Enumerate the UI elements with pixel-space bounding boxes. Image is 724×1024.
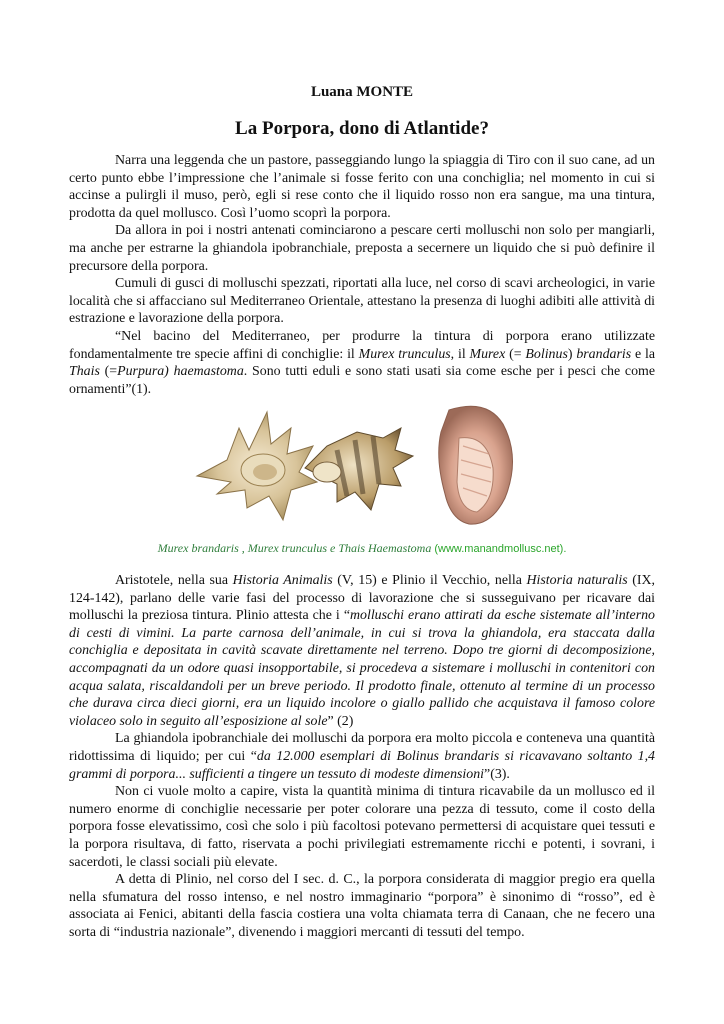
paragraph-7: Non ci vuole molto a capire, vista la quantità minima di tintura ricavabile da un mollusco ed il numero enorme di conchiglie necessarie per poter colorare una pezza di tessuto, come il costo della porpora fosse elevatissimo, così che solo i più facoltosi potevano permettersi di acquistare quei tessuti e la porpora risultava, di fatto, riservata a pochi privilegiati estremamente ricchi e potenti, i sovrani, i sacerdoti, le classi sociali più elevate. bbox=[69, 784, 655, 870]
author-name: Luana MONTE bbox=[310, 84, 414, 100]
paragraph-3: Cumuli di gusci di molluschi spezzati, riportati alla luce, nel corso di scavi archeologici, in varie località che si affacciano sul Mediterraneo Orientale, attestano la presenza di luoghi adibiti alle attività di estrazione e lavorazione della porpora. bbox=[69, 276, 655, 327]
figure-caption bbox=[69, 541, 655, 557]
caption-source-link[interactable]: (www.manandmollusc.net). bbox=[434, 543, 567, 555]
paragraph-4: “Nel bacino del Mediterraneo, per produrre la tintura di porpora erano utilizzate fondamentalmente tre specie affini di conchiglie: il Murex trunculus, il Murex (= Bolinus) brandaris e la Thais (=Purpura) haemastoma. Sono tutti eduli e sono stati usati sia come esche per i pesci che come ornamenti”(1). bbox=[69, 328, 655, 397]
murex-trunculus-shell bbox=[305, 428, 413, 510]
paragraph-2: Da allora in poi i nostri antenati cominciarono a pescare certi molluschi non solo per mangiarli, ma anche per estrarne la ghiandola ipobranchiale, preposta a secernere un liquido che si può definire il precursore della porpora. bbox=[69, 223, 655, 274]
paragraph-8: A detta di Plinio, nel corso del I sec. d. C., la porpora considerata di maggior pregio era quella nella sfumatura del rosso intenso, e nel nostro immaginario “porpora” è sinonimo di “rosso”, ed è associata ai Fenici, abitanti della fascia costiera una volta chiamata terra di Canaan, che ne fecero una sorta di “industria nazionale”, divenendo i maggiori mercanti di tessuti del tempo. bbox=[69, 872, 655, 940]
article-title: La Porpora, dono di Atlantide? bbox=[235, 118, 489, 139]
intro-section bbox=[69, 152, 655, 398]
caption-text: Murex brandaris , Murex trunculus e Thais Haemastoma bbox=[157, 541, 432, 555]
paragraph-5: Aristotele, nella sua Historia Animalis (V, 15) e Plinio il Vecchio, nella Historia naturalis (IX, 124-142), parlano delle varie fasi del processo di lavorazione che si susseguivano per ricavare dai molluschi la preziosa tintura. Plinio attesta che i “molluschi erano attirati da esche sistemate all’interno di cesti di vimini. La parte carnosa dell’animale, in cui si trova la ghiandola, era staccata dalla conchiglia e depositata in cavità scavate direttamente nel terreno. Dopo tre giorni di decomposizione, accompagnati da un odore quasi insopportabile, si procedeva a sistemare i molluschi in contenitori con acqua salata, riscaldandoli per un breve periodo. Il prodotto finale, ottenuto al termine di un processo che durava circa dieci giorni, era un liquido incolore o giallo pallido che acquistava il famoso colore violaceo solo in seguito all’esposizione al sole” (2) bbox=[69, 573, 655, 729]
shells-image bbox=[187, 398, 567, 530]
paragraph-6: La ghiandola ipobranchiale dei molluschi da porpora era molto piccola e conteneva una quantità ridottissima di liquido; per cui “da 12.000 esemplari di Bolinus brandaris si ricavavano soltanto 1,4 grammi di porpora... sufficienti a tingere un tessuto di modeste dimensioni”(3). bbox=[69, 731, 656, 782]
paragraph-1: Narra una leggenda che un pastore, passeggiando lungo la spiaggia di Tiro con il suo cane, ad un certo punto ebbe l’impressione che l’animale si fosse ferito con una conchiglia; nel momento in cui si accinse a pulirgli il muso, però, egli si rese conto che il liquido rosso non era sangue, ma una tintura, prodotta da quel mollusco. Così l’uomo scoprì la porpora. bbox=[69, 153, 655, 221]
main-section bbox=[69, 572, 655, 941]
thais-haemastoma-shell bbox=[439, 406, 513, 524]
murex-brandaris-shell bbox=[197, 412, 317, 520]
